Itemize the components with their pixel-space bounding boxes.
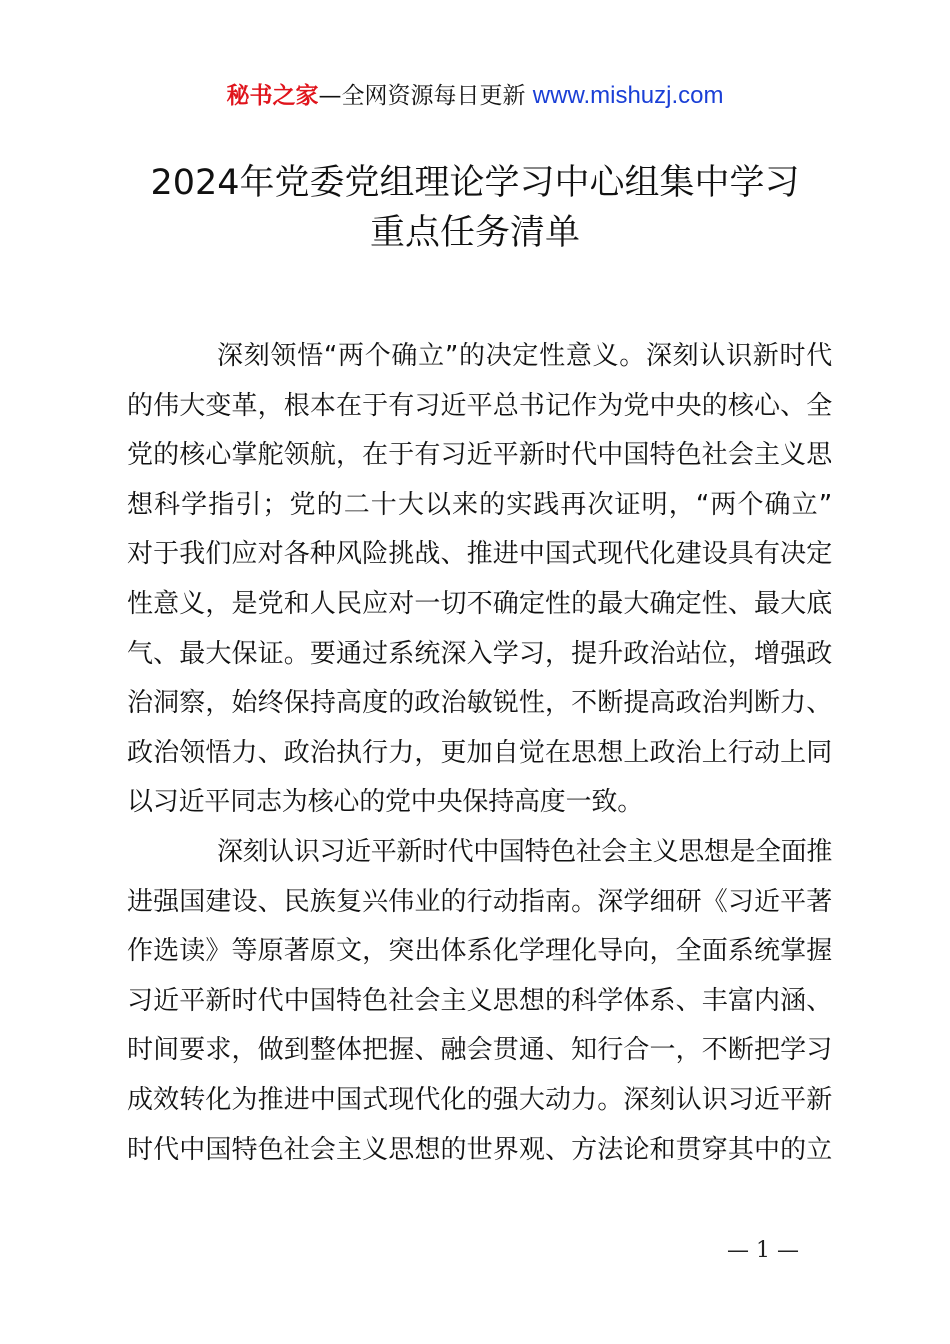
- paragraph-line: 成效转化为推进中国式现代化的强大动力。深刻认识习近平新: [127, 1084, 832, 1115]
- paragraph-line: 的伟大变革，根本在于有习近平总书记作为党中央的核心、全: [127, 390, 832, 421]
- site-header: [0, 80, 950, 112]
- paragraph-line: 党的核心掌舵领航，在于有习近平新时代中国特色社会主义思: [127, 440, 832, 471]
- document-title: [0, 158, 950, 258]
- paragraph-line: 对于我们应对各种风险挑战、推进中国式现代化建设具有决定: [127, 539, 832, 570]
- paragraph-line: 想科学指引；党的二十大以来的实践再次证明，“两个确立”: [127, 489, 832, 520]
- paragraph-line: 时代中国特色社会主义思想的世界观、方法论和贯穿其中的立: [127, 1134, 832, 1165]
- paragraph-2: [127, 828, 832, 1175]
- title-line-1: 2024年党委党组理论学习中心组集中学习: [150, 163, 800, 203]
- paragraph-line: 性意义，是党和人民应对一切不确定性的最大确定性、最大底: [127, 588, 832, 619]
- paragraph-line: 政治领悟力、政治执行力，更加自觉在思想上政治上行动上同: [127, 737, 832, 768]
- site-tagline: —全网资源每日更新: [318, 83, 526, 109]
- paragraph-line: 时间要求，做到整体把握、融会贯通、知行合一，不断把学习: [127, 1035, 832, 1066]
- paragraph-line: 治洞察，始终保持高度的政治敏锐性，不断提高政治判断力、: [127, 688, 832, 719]
- paragraph-line: 气、最大保证。要通过系统深入学习，提升政治站位，增强政: [127, 638, 832, 669]
- title-line-2: 重点任务清单: [369, 213, 580, 253]
- paragraph-line: 深刻认识习近平新时代中国特色社会主义思想是全面推: [217, 836, 832, 867]
- page-number: — 1 —: [727, 1238, 799, 1263]
- document-body: [127, 332, 832, 1175]
- paragraph-1: [127, 332, 832, 828]
- paragraph-line: 进强国建设、民族复兴伟业的行动指南。深学细研《习近平著: [127, 886, 832, 917]
- paragraph-line: 习近平新时代中国特色社会主义思想的科学体系、丰富内涵、: [127, 985, 832, 1016]
- site-url-link[interactable]: www.mishuzj.com: [532, 82, 724, 109]
- paragraph-line: 以习近平同志为核心的党中央保持高度一致。: [127, 787, 644, 818]
- site-name: 秘书之家: [226, 83, 319, 109]
- paragraph-line: 深刻领悟“两个确立”的决定性意义。深刻认识新时代: [217, 341, 832, 371]
- paragraph-line: 作选读》等原著原文，突出体系化学理化导向，全面系统掌握: [127, 936, 832, 967]
